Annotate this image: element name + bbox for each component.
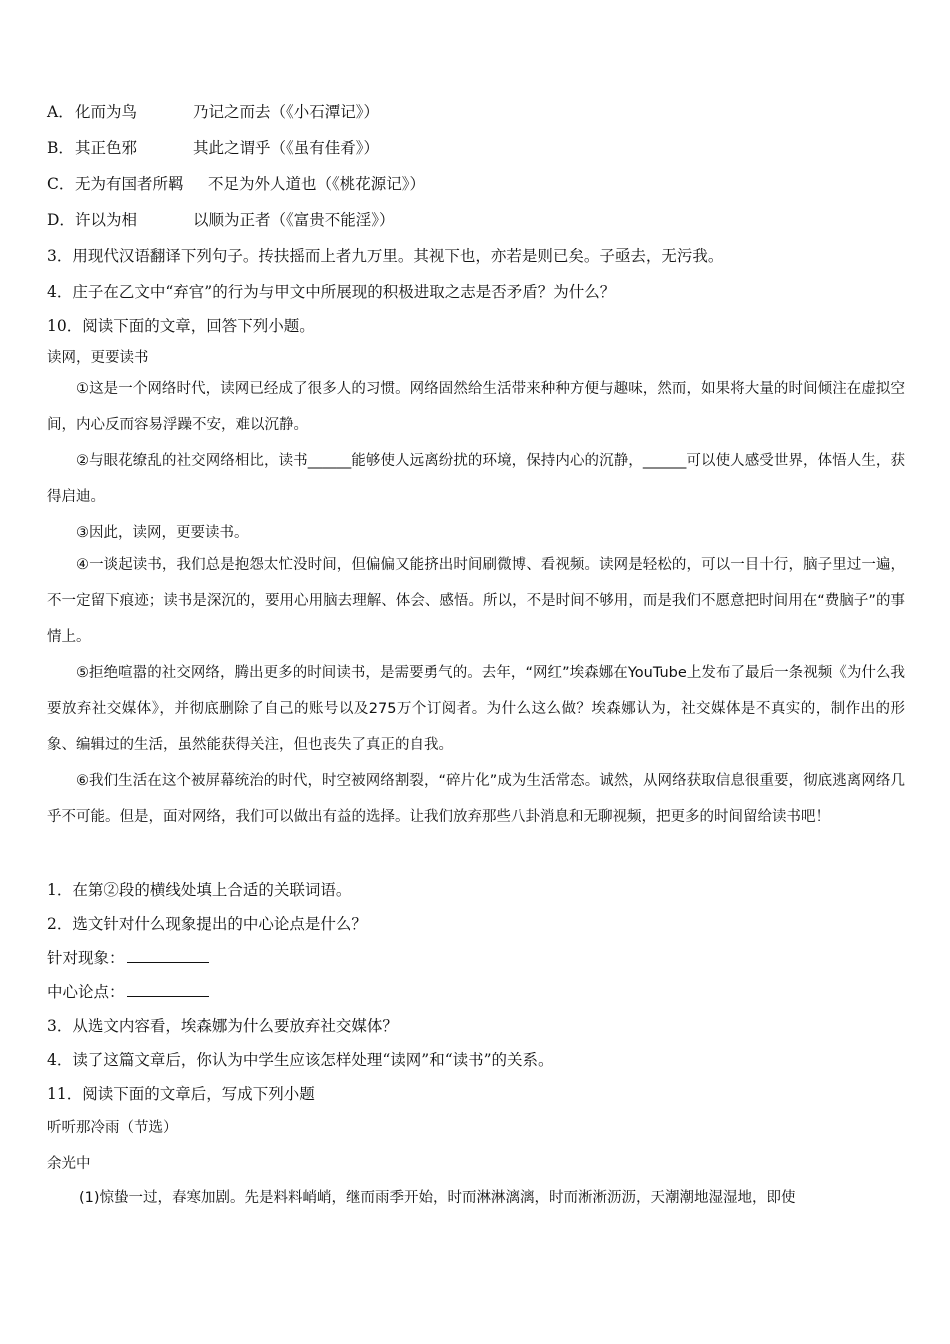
thesis-row (47, 980, 209, 1002)
option-label: D． (47, 211, 75, 229)
sub-question-2: 2．选文针对什么现象提出的中心论点是什么？ (47, 915, 367, 933)
article-2-paragraph-1: (1)惊蛰一过，春寒加剧。先是料料峭峭，继而雨季开始，时而淋淋漓漓，时而淅淅沥沥，天潮潮地湿湿地，即使 (79, 1190, 796, 1206)
option-left-phrase: 无为有国者所羁 (75, 175, 184, 193)
option-label: B． (47, 139, 74, 157)
phenomenon-row (47, 946, 209, 968)
option-c (47, 172, 426, 194)
phenomenon-blank (127, 948, 209, 963)
article-title: 读网，更要读书 (47, 350, 149, 366)
question-10-intro: 10．阅读下面的文章，回答下列小题。 (47, 317, 315, 335)
thesis-label: 中心论点： (47, 983, 125, 1001)
sub-question-1: 1．在第②段的横线处填上合适的关联词语。 (47, 881, 352, 899)
question-11-intro: 11．阅读下面的文章后，写成下列小题 (47, 1085, 315, 1103)
option-label: A． (47, 103, 74, 121)
article-paragraph-4: ④一谈起读书，我们总是抱怨太忙没时间，但偏偏又能挤出时间刷微博、看视频。读网是轻松的，可以一目十行，脑子里过一遍，不一定留下痕迹；读书是深沉的，要用心用脑去理解、体会、感悟。所以，不是时间不够用，而是我们不愿意把时间用在“费脑子”的事情上。 (47, 557, 905, 645)
sub-question-3: 3．从选文内容看，埃森娜为什么要放弃社交媒体？ (47, 1017, 398, 1035)
question-4: 4．庄子在乙文中“弃官”的行为与甲文中所展现的积极进取之志是否矛盾？为什么？ (47, 283, 616, 301)
option-b (47, 136, 380, 158)
option-right-phrase: 以顺为正者（《富贵不能淫》） (193, 211, 395, 229)
option-d (47, 208, 395, 230)
question-3: 3．用现代汉语翻译下列句子。抟扶摇而上者九万里。其视下也，亦若是则已矣。子亟去，无污我。 (47, 247, 724, 265)
article-2-title: 听听那冷雨（节选） (47, 1120, 178, 1136)
phenomenon-label: 针对现象： (47, 949, 125, 967)
option-right-phrase: 其此之谓乎（《虽有佳肴》） (193, 139, 380, 157)
option-left-phrase: 许以为相 (75, 211, 138, 229)
article-2-author: 余光中 (47, 1156, 91, 1172)
thesis-blank (127, 982, 209, 997)
article-paragraph-5: ⑤拒绝喧嚣的社交网络，腾出更多的时间读书，是需要勇气的。去年，“网红”埃森娜在YouTube上发布了最后一条视频《为什么我要放弃社交媒体》，并彻底删除了自己的账号以及275万个订阅者。为什么这么做？埃森娜认为，社交媒体是不真实的，制作出的形象、编辑过的生活，虽然能获得关注，但也丧失了真正的自我。 (47, 665, 905, 753)
article-paragraph-6: ⑥我们生活在这个被屏幕统治的时代，时空被网络割裂，“碎片化”成为生活常态。诚然，从网络获取信息很重要，彻底逃离网络几乎不可能。但是，面对网络，我们可以做出有益的选择。让我们放弃那些八卦消息和无聊视频，把更多的时间留给读书吧！ (47, 773, 905, 825)
article-paragraph-1: ①这是一个网络时代，读网已经成了很多人的习惯。网络固然给生活带来种种方便与趣味，然而，如果将大量的时间倾注在虚拟空间，内心反而容易浮躁不安，难以沉静。 (47, 381, 905, 433)
option-left-phrase: 其正色邪 (75, 139, 138, 157)
option-label: C． (47, 175, 75, 193)
option-left-phrase: 化而为鸟 (75, 103, 138, 121)
article-paragraph-2: ②与眼花缭乱的社交网络相比，读书______能够使人远离纷扰的环境，保持内心的沉静，______可以使人感受世界，体悟人生，获得启迪。 (47, 453, 905, 505)
article-paragraph-3: ③因此，读网，更要读书。 (76, 525, 249, 541)
sub-question-4: 4．读了这篇文章后，你认为中学生应该怎样处理“读网”和“读书”的关系。 (47, 1051, 554, 1069)
option-right-phrase: 不足为外人道也（《桃花源记》） (208, 175, 426, 193)
option-right-phrase: 乃记之而去（《小石潭记》） (193, 103, 380, 121)
option-a (47, 100, 380, 122)
